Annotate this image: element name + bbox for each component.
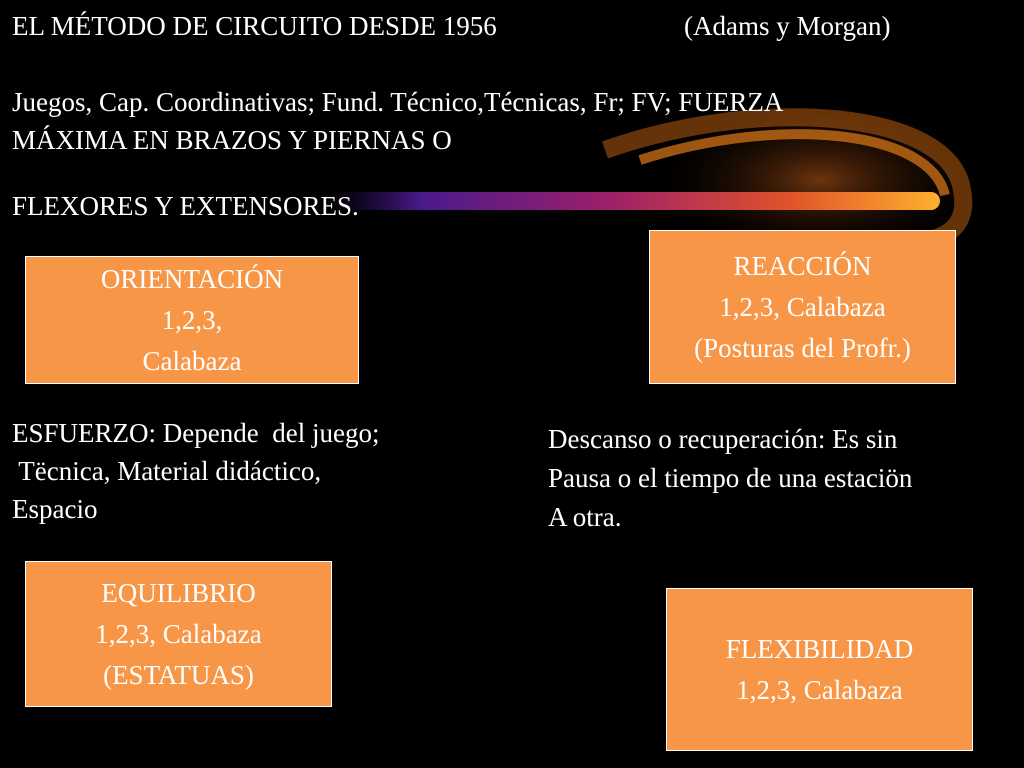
- descanso-line-3: A otra.: [548, 502, 622, 532]
- box-orientacion-title: ORIENTACIÓN: [100, 263, 284, 294]
- box-flexibilidad: [666, 588, 973, 751]
- descanso-line-1: Descanso o recuperación: Es sin: [548, 424, 898, 454]
- box-equilibrio-line2: 1,2,3, Calabaza: [95, 618, 262, 649]
- esfuerzo-line-3: Espacio: [12, 494, 98, 524]
- box-orientacion-line3: Calabaza: [142, 345, 242, 376]
- box-reaccion-line3: (Posturas del Profr.): [694, 332, 911, 363]
- box-flexibilidad-title: FLEXIBILIDAD: [725, 633, 914, 664]
- esfuerzo-line-2: Tëcnica, Material didáctico,: [12, 456, 322, 486]
- box-orientacion-line2: 1,2,3,: [161, 304, 223, 335]
- descanso-line-2: Pausa o el tiempo de una estaciön: [548, 463, 913, 493]
- box-equilibrio: [25, 561, 332, 707]
- box-reaccion: [649, 230, 956, 384]
- descanso-text: [548, 420, 1018, 537]
- box-reaccion-title: REACCIÓN: [733, 250, 872, 281]
- intro-line-1: Juegos, Cap. Coordinativas; Fund. Técnico,Técnicas, Fr; FV; FUERZA: [12, 87, 784, 117]
- intro-line-2: MÁXIMA EN BRAZOS Y PIERNAS O: [12, 125, 452, 155]
- box-equilibrio-line3: (ESTATUAS): [103, 659, 254, 690]
- box-flexibilidad-line2: 1,2,3, Calabaza: [736, 674, 903, 705]
- slide-title: [12, 10, 890, 42]
- box-reaccion-line2: 1,2,3, Calabaza: [719, 291, 886, 322]
- title-authors: (Adams y Morgan): [684, 11, 891, 41]
- box-orientacion: [25, 256, 359, 384]
- esfuerzo-line-1: ESFUERZO: Depende del juego;: [12, 418, 380, 448]
- swoosh-beam: [330, 192, 940, 210]
- title-main: EL MÉTODO DE CIRCUITO DESDE 1956: [12, 11, 497, 41]
- box-equilibrio-title: EQUILIBRIO: [101, 577, 256, 608]
- esfuerzo-text: [12, 414, 512, 528]
- intro-line-3: FLEXORES Y EXTENSORES.: [12, 191, 359, 221]
